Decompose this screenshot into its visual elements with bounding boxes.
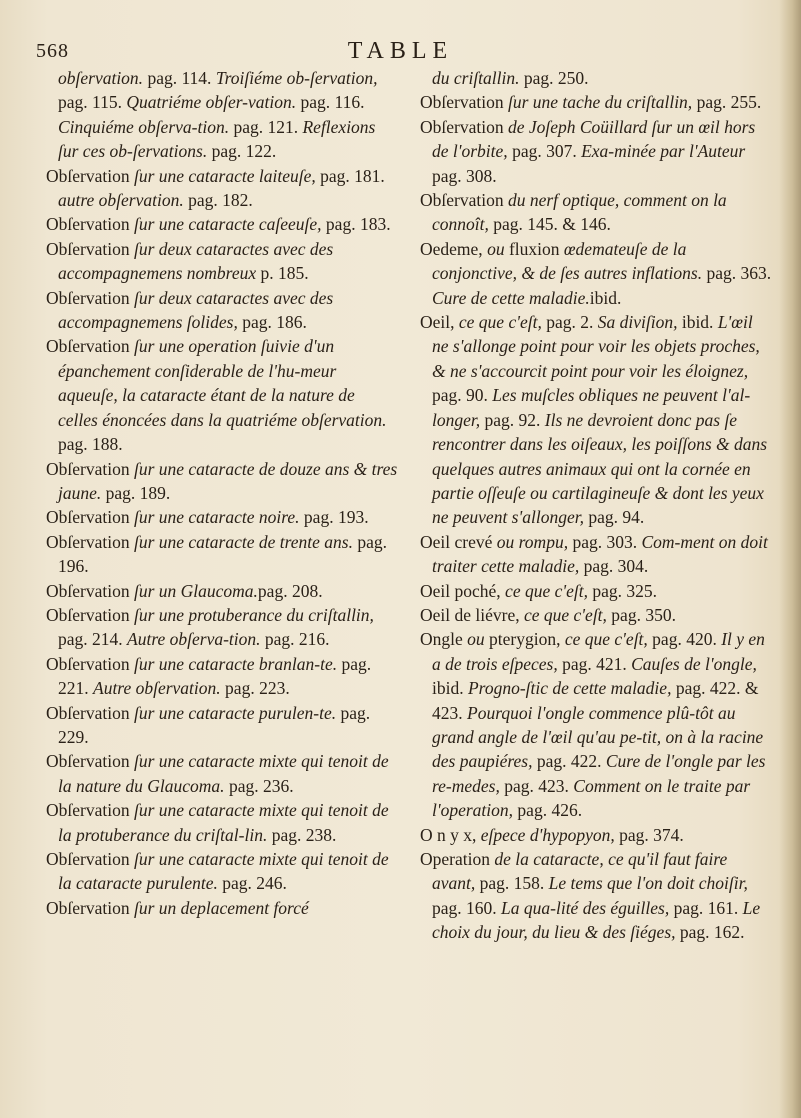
index-entry-italic-text: ſur une cataracte mixte qui tenoit de la nature du Glaucoma. <box>58 751 389 796</box>
page-number: 568 <box>36 40 69 62</box>
index-entry-text: pag. 94. <box>583 507 645 528</box>
index-entry-text: Obſervation <box>46 531 134 552</box>
index-entry-text: pag. 186. <box>237 312 307 333</box>
index-entry-text: fluxion <box>504 238 564 259</box>
index-entry-italic-text: ce que c'eſt, <box>458 312 542 333</box>
index-entry-text: pag. 162. <box>675 922 745 943</box>
index-entry <box>46 66 398 164</box>
index-entry-italic-text: Les muſcles obliques ne peuvent l'al-longer, <box>432 385 751 430</box>
index-entry-text: Obſervation <box>46 800 134 821</box>
index-entry <box>420 603 772 627</box>
index-entry-text: pag. 423. <box>499 775 574 796</box>
index-entry-text: pag. 182. <box>183 190 253 211</box>
index-entry <box>46 212 398 236</box>
right-column <box>420 66 772 1086</box>
index-entry-text: pag. 189. <box>101 482 171 503</box>
index-entry-italic-text: La qua-lité des éguilles, <box>501 897 670 918</box>
index-entry-text: Oeil crevé <box>420 531 497 552</box>
index-entry-italic-text: Le choix du jour, du lieu & des ſiéges, <box>432 897 761 943</box>
index-entry-text: pag. 188. <box>58 434 123 455</box>
index-entry-text: Obſervation <box>46 897 134 918</box>
index-entry <box>420 579 772 603</box>
index-entry-text: pag. 236. <box>224 775 294 796</box>
page-edge-shadow <box>779 0 801 1118</box>
index-entry <box>420 90 772 114</box>
index-entry-italic-text: ſur un deplacement forcé <box>133 897 309 918</box>
index-entry-text: pag. 307. <box>507 141 582 162</box>
index-entry-italic-text: ſur une cataracte mixte qui tenoit de la protuberance du criſtal-lin. <box>58 800 389 845</box>
index-entry-text: pag. 2. <box>541 312 598 333</box>
index-entry <box>46 286 398 335</box>
index-entry-italic-text: Autre obſervation. <box>93 678 221 699</box>
index-entry-text: Obſervation <box>46 214 134 235</box>
index-entry-text: ibid. <box>589 287 622 308</box>
index-entry-text: ibid. <box>432 678 468 699</box>
index-entry-text: pag. 115. <box>58 92 127 113</box>
index-entry-text: pag. 229. <box>58 702 371 747</box>
index-entry-italic-text: ce que c'eſt, <box>564 629 648 650</box>
index-entry-text: pag. 246. <box>217 873 287 894</box>
index-entry-text: pag. 421. <box>557 653 632 674</box>
index-entry-italic-text: Quatriéme obſer-vation. <box>126 92 297 113</box>
index-entry-text: pag. 426. <box>513 800 583 821</box>
index-entry <box>420 627 772 822</box>
index-entry <box>420 530 772 579</box>
index-entry-italic-text: ſur deux cataractes avec des accompagnemens ſolides, <box>58 287 334 333</box>
index-entry-text: pag. 122. <box>207 141 277 162</box>
index-entry-text: pag. 181. <box>315 165 385 186</box>
index-entry-text: pag. 422. <box>532 751 606 772</box>
index-entry <box>420 66 772 90</box>
index-entry-text: pag. 92. <box>480 409 545 430</box>
index-entry <box>46 652 398 701</box>
index-entry-italic-text: de Joſeph Coüillard ſur un œil hors de l'orbite, <box>432 116 756 162</box>
index-entry-italic-text: ce que c'eſt, <box>505 580 588 601</box>
index-entry-italic-text: ou <box>487 238 505 259</box>
index-entry-italic-text: Progno-ſtic de cette maladie, <box>467 678 672 699</box>
index-entry-text: pag. 422. & 423. <box>432 678 759 723</box>
index-entry-text: Oedeme, <box>420 238 488 259</box>
index-entry-text: pag. 158. <box>475 873 549 894</box>
index-entry-text: pag. 114. <box>143 68 216 88</box>
index-entry <box>46 334 398 456</box>
index-entry <box>46 798 398 847</box>
index-entry <box>420 237 772 310</box>
index-entry-text: pag. 90. <box>432 385 493 406</box>
index-entry-text: Oeil, <box>420 312 459 333</box>
index-entry-text: Oeil de liévre, <box>420 604 524 625</box>
index-entry-italic-text: ſur une operation ſuivie d'un épanchement conſiderable de l'hu-meur aqueuſe, la cataracte étant de la nature de celles énoncées dans la quatriéme obſervation. <box>58 336 387 430</box>
index-entry <box>420 847 772 945</box>
index-entry-text: Oeil poché, <box>420 580 506 601</box>
index-entry-italic-text: Cure de cette maladie. <box>432 287 590 308</box>
index-entry <box>46 579 398 603</box>
index-entry-text: pag. 116. <box>296 92 365 113</box>
index-entry <box>46 749 398 798</box>
index-entry-text: pag. 145. & 146. <box>488 214 611 235</box>
index-entry-text: Obſervation <box>46 165 134 186</box>
index-entry-italic-text: Le tems que l'on doit choiſir, <box>548 873 748 894</box>
index-entry-text: pag. 350. <box>606 604 676 625</box>
index-entry <box>46 896 398 920</box>
index-entry-text: pag. 208. <box>257 580 323 601</box>
index-entry-italic-text: Il y en a de trois eſpeces, <box>432 629 765 674</box>
index-entry-italic-text: ſur une cataracte mixte qui tenoit de la cataracte purulente. <box>58 849 389 894</box>
index-entry-italic-text: ſur une protuberance du criſtallin, <box>133 604 374 625</box>
index-entry-italic-text: Reflexions ſur ces ob-ſervations. <box>58 116 376 162</box>
index-entry-italic-text: Com-ment on doit traiter cette maladie, <box>432 531 768 577</box>
index-entry-italic-text: ſur une cataracte noire. <box>133 507 300 528</box>
index-entry-italic-text: Cauſes de l'ongle, <box>631 653 757 674</box>
index-entry-text: Ongle <box>420 629 468 650</box>
index-entry-text: p. 185. <box>256 263 309 284</box>
index-entry-text: pag. 238. <box>267 824 337 845</box>
index-entry-italic-text: de la cataracte, ce qu'il faut faire avant, <box>432 849 728 894</box>
index-entry-text: O n y x, <box>420 824 481 845</box>
index-entry-text: Obſervation <box>46 604 134 625</box>
index-entry-text: Obſervation <box>46 336 134 357</box>
index-entry-text: pag. 304. <box>579 556 649 577</box>
index-entry <box>46 847 398 896</box>
index-entry-text: pag. 183. <box>321 214 391 235</box>
index-entry-text: Obſervation <box>420 190 508 211</box>
index-entry-italic-text: Pourquoi l'ongle commence plû-tôt au grand angle de l'œil qu'au pe-tit, on à la racine des paupiéres, <box>432 702 764 772</box>
index-entry-italic-text: Cinquiéme obſerva-tion. <box>58 116 230 137</box>
index-entry-text: Obſervation <box>46 751 134 772</box>
index-entry-text: Obſervation <box>46 507 134 528</box>
index-entry-text: pag. 223. <box>220 678 290 699</box>
index-entry <box>420 115 772 188</box>
index-entry-italic-text: autre obſervation. <box>58 190 184 211</box>
index-entry-text: pag. 160. <box>432 897 502 918</box>
index-entry-text: Operation <box>420 849 495 869</box>
index-entry-italic-text: œdemateuſe de la conjonctive, & de ſes autres inflations. <box>432 238 703 284</box>
index-entry-italic-text: ou rompu, <box>496 531 569 552</box>
index-entry-italic-text: ſur une cataracte caſeeuſe, <box>133 214 322 235</box>
index-entry-italic-text: du criſtallin. <box>432 68 520 88</box>
index-entry-text: pag. 196. <box>58 531 388 577</box>
index-entry-italic-text: ſur un Glaucoma. <box>133 580 258 601</box>
index-entry-text: pag. 161. <box>669 897 743 918</box>
index-entry-italic-text: obſervation. <box>58 68 144 88</box>
index-entry-text: ibid. <box>677 312 718 333</box>
left-column <box>46 66 398 1086</box>
index-entry-italic-text: ſur une cataracte de douze ans & tres jaune. <box>58 458 398 503</box>
index-entry-italic-text: ſur une cataracte laiteuſe, <box>133 165 316 186</box>
index-entry-text: pag. 325. <box>587 580 658 601</box>
index-entry-text: Obſervation <box>46 238 134 259</box>
index-entry-italic-text: L'œil ne s'allonge point pour voir les objets proches, & ne s'accourcit point pour voir les éloignez, <box>432 312 760 381</box>
index-entry-italic-text: Ils ne devroient donc pas ſe rencontrer dans les oiſeaux, les poiſſons & dans quelques autres animaux qui ont la cornée en partie oſſeuſe ou cartilagineuſe & dont les yeux ne peuvent s'allonger, <box>432 409 768 528</box>
index-entry-text: Obſervation <box>46 702 134 723</box>
index-entry-text: pag. 308. <box>432 165 497 186</box>
index-entry-italic-text: eſpece d'hypopyon, <box>480 824 615 845</box>
index-entry-italic-text: du nerf optique, comment on la connoît, <box>432 190 727 235</box>
index-entry-text: Obſervation <box>46 849 134 869</box>
running-title: TABLE <box>347 38 454 64</box>
index-entry-italic-text: Autre obſerva-tion. <box>127 629 261 650</box>
index-entry-italic-text: ou <box>467 629 485 650</box>
index-entry <box>420 310 772 530</box>
index-entry-text: Obſervation <box>46 458 134 479</box>
index-entry-text: pterygion, <box>484 629 565 650</box>
index-entry-text: pag. 303. <box>568 531 642 552</box>
index-entry <box>46 164 398 213</box>
index-entry-text: pag. 221. <box>58 653 372 699</box>
index-entry <box>420 823 772 847</box>
index-entry-italic-text: Cure de l'ongle par les re-medes, <box>432 751 766 796</box>
index-entry-text: Obſervation <box>46 287 134 308</box>
index-entry-text: pag. 374. <box>614 824 684 845</box>
index-entry-text: pag. 193. <box>299 507 369 528</box>
index-entry-italic-text: Sa diviſion, <box>597 312 678 333</box>
index-entry-text: pag. 363. <box>702 263 772 284</box>
index-entry-text: pag. 255. <box>692 92 762 113</box>
index-entry-text: Obſervation <box>420 116 508 137</box>
index-entry <box>46 701 398 750</box>
index-entry <box>46 505 398 529</box>
index-entry-italic-text: ſur deux cataractes avec des accompagnemens nombreux <box>58 238 334 284</box>
index-entry-text: Obſervation <box>46 580 134 601</box>
index-entry <box>420 188 772 237</box>
index-entry-italic-text: ſur une cataracte branlan-te. <box>133 653 338 674</box>
index-entry-italic-text: ſur une tache du criſtallin, <box>507 92 693 113</box>
index-entry-text: pag. 214. <box>58 629 128 650</box>
index-entry <box>46 457 398 506</box>
index-columns <box>46 66 772 1086</box>
index-entry <box>46 530 398 579</box>
index-entry-italic-text: Troiſiéme ob-ſervation, <box>215 68 378 88</box>
index-entry-italic-text: ſur une cataracte purulen-te. <box>133 702 337 723</box>
index-entry-text: Obſervation <box>420 92 508 113</box>
index-entry <box>46 603 398 652</box>
index-entry-italic-text: Comment on le traite par l'operation, <box>432 775 751 821</box>
index-entry-text: pag. 420. <box>647 629 722 650</box>
index-entry-text: pag. 250. <box>519 68 589 88</box>
index-entry-italic-text: Exa-minée par l'Auteur <box>581 141 746 162</box>
index-entry-italic-text: ſur une cataracte de trente ans. <box>133 531 353 552</box>
index-entry-text: pag. 216. <box>260 629 330 650</box>
index-entry-text: Obſervation <box>46 653 134 674</box>
index-entry <box>46 237 398 286</box>
index-entry-italic-text: ce que c'eſt, <box>523 604 607 625</box>
index-entry-text: pag. 121. <box>229 116 303 137</box>
